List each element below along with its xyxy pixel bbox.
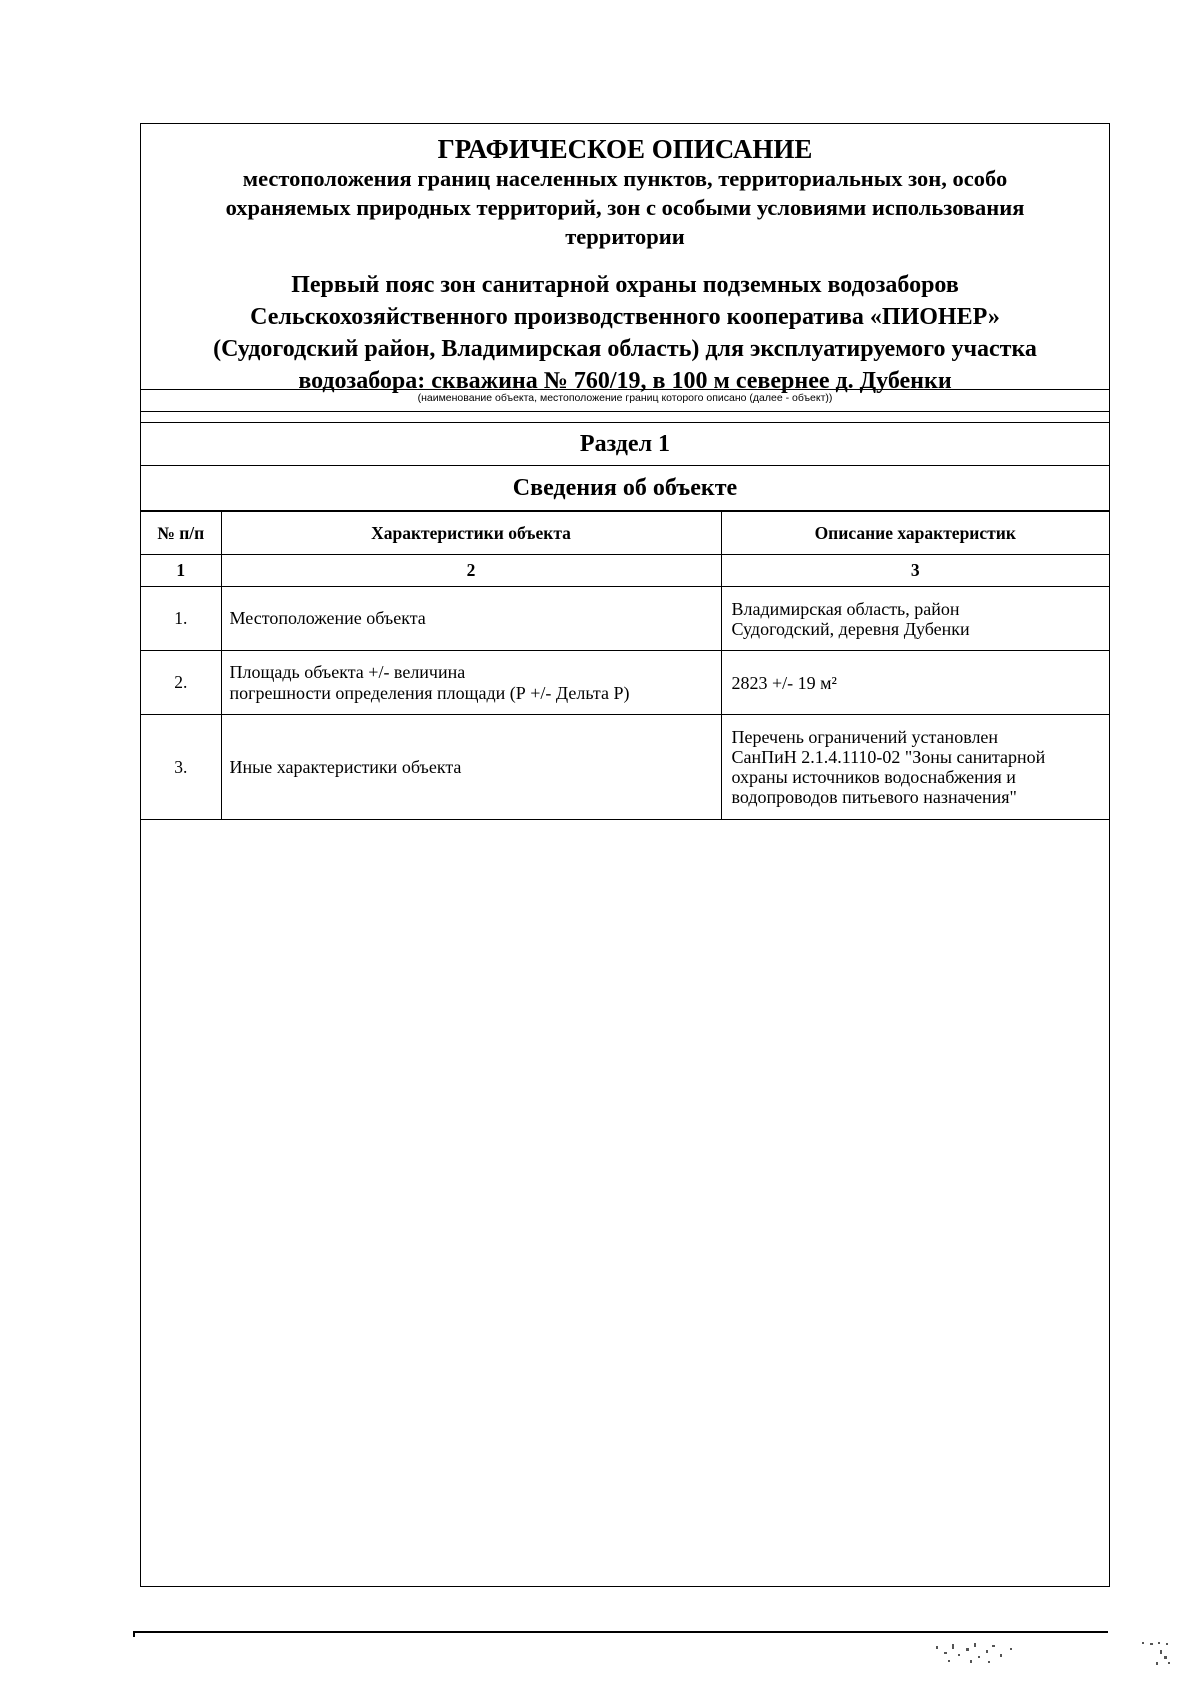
- description-line: водопроводов питьевого назначения": [731, 787, 1017, 807]
- header-cell-number: № п/п: [141, 512, 221, 555]
- object-info-table: [141, 511, 1109, 820]
- row-characteristic: [221, 587, 721, 651]
- object-line: (Судогодский район, Владимирская область) для эксплуатируемого участка: [213, 336, 1037, 362]
- description-line: Владимирская область, район: [731, 598, 960, 619]
- table-row: [141, 587, 1109, 651]
- subtitle-line: местоположения границ населенных пунктов, территориальных зон, особо: [242, 166, 1008, 191]
- scan-artifact: [930, 1640, 1040, 1670]
- object-line: Первый пояс зон санитарной охраны подземных водозаборов: [291, 272, 959, 298]
- row-number: 1.: [141, 587, 221, 651]
- row-description: [721, 651, 1109, 715]
- table-row: [141, 651, 1109, 715]
- object-name: [141, 269, 1109, 397]
- document-title: ГРАФИЧЕСКОЕ ОПИСАНИЕ: [437, 134, 813, 164]
- table-header-row: [141, 512, 1109, 555]
- row-number: 3.: [141, 715, 221, 820]
- subtitle-line: территории: [565, 224, 685, 249]
- row-characteristic: [221, 651, 721, 715]
- description-line: Перечень ограничений установлен: [731, 727, 999, 747]
- footer-rule-tick: [133, 1631, 135, 1637]
- document-frame: [140, 123, 1110, 1587]
- object-caption: (наименование объекта, местоположение границ которого описано (далее - объект)): [141, 390, 1109, 412]
- object-line: Сельскохозяйственного производственного кооператива «ПИОНЕР»: [250, 304, 1000, 330]
- footer-rule: [133, 1631, 1108, 1633]
- row-description: [721, 587, 1109, 651]
- description-line: охраны источников водоснабжения и: [731, 767, 1016, 787]
- description-line: Судогодский, деревня Дубенки: [731, 618, 970, 639]
- document-header: [141, 124, 1109, 394]
- subtitle-line: охраняемых природных территорий, зон с особыми условиями использования: [225, 195, 1025, 220]
- characteristic-line: Местоположение объекта: [229, 608, 426, 628]
- characteristic-line: Иные характеристики объекта: [229, 756, 462, 777]
- header-cell-description: Описание характеристик: [721, 512, 1109, 555]
- header-cell-characteristic: Характеристики объекта: [221, 512, 721, 555]
- characteristic-line: погрешности определения площади (Р +/- Дельта Р): [229, 682, 630, 703]
- row-description: [721, 715, 1109, 820]
- description-line: СанПиН 2.1.4.1110-02 "Зоны санитарной: [731, 747, 1046, 767]
- column-number: 3: [721, 555, 1109, 587]
- object-line: водозабора: скважина № 760/19, в 100 м севернее д. Дубенки: [298, 368, 952, 394]
- column-numbers-row: [141, 555, 1109, 587]
- section-subtitle: Сведения об объекте: [141, 466, 1109, 511]
- scan-artifact: [1138, 1640, 1188, 1670]
- row-number: 2.: [141, 651, 221, 715]
- row-characteristic: [221, 715, 721, 820]
- description-line: 2823 +/- 19 м²: [731, 672, 837, 693]
- document-subtitle: [141, 164, 1109, 251]
- characteristic-line: Площадь объекта +/- величина: [229, 661, 466, 682]
- column-number: 1: [141, 555, 221, 587]
- section-title: Раздел 1: [141, 422, 1109, 466]
- table-row: [141, 715, 1109, 820]
- column-number: 2: [221, 555, 721, 587]
